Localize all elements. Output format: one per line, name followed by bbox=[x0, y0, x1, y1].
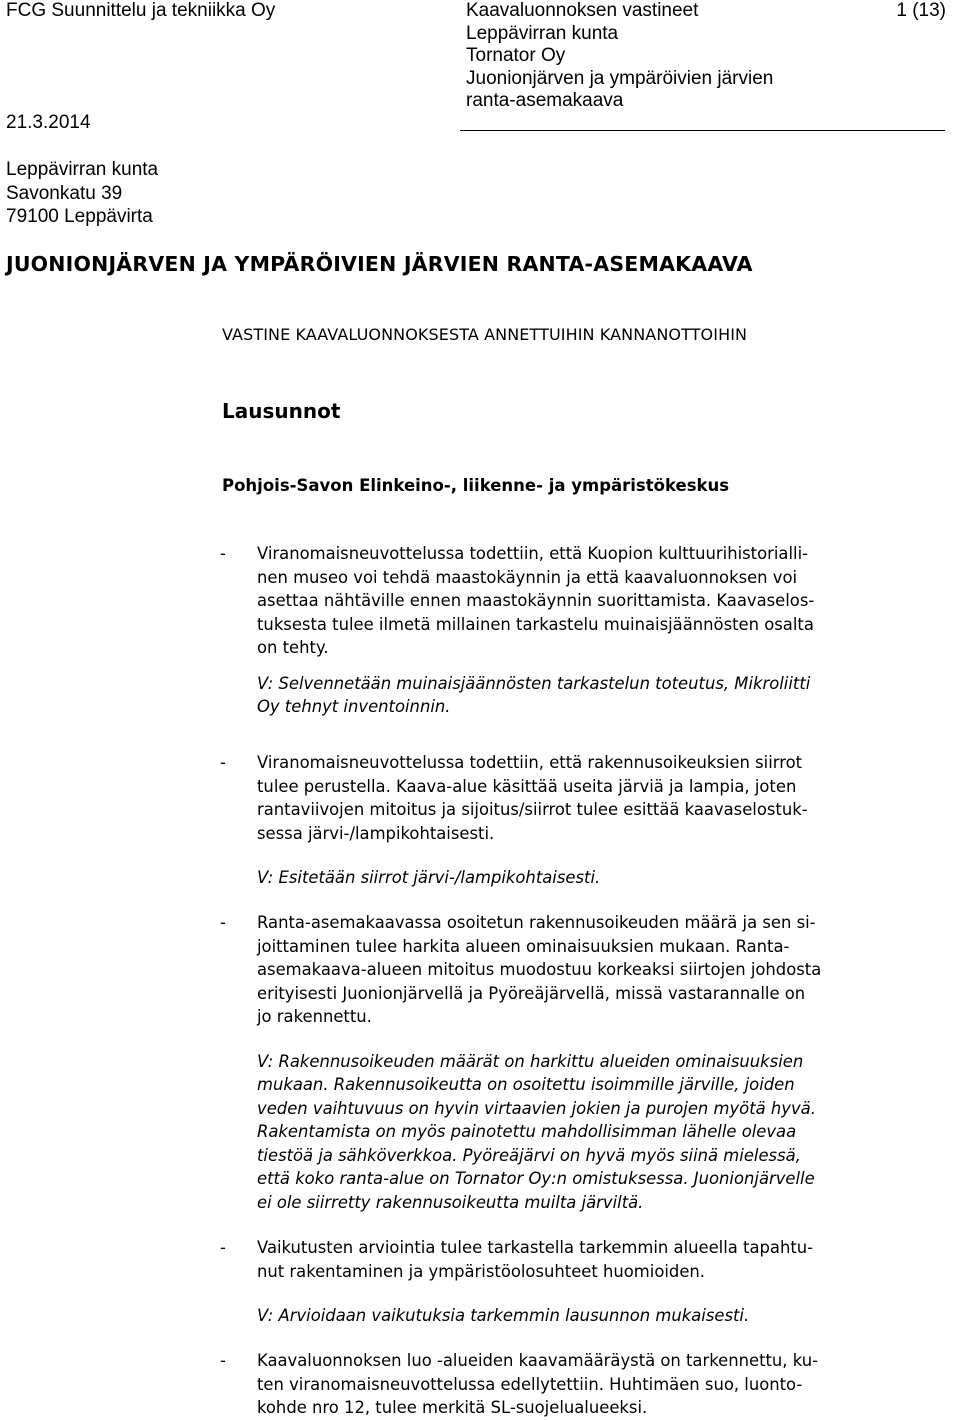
address-line: Savonkatu 39 bbox=[6, 182, 123, 204]
reply-text: V: Arvioidaan vaikutuksia tarkemmin lausunnon mukaisesti. bbox=[257, 1306, 750, 1325]
company-name: FCG Suunnittelu ja tekniikka Oy bbox=[6, 0, 276, 21]
comment-text: Viranomaisneuvottelussa todettiin, että rakennusoikeuksien siirrot tulee perustella. Kaava-alue käsittää useita järviä ja lampia, joten rantaviivojen mitoitus ja sijoitus/siirrot tulee esittää kaavaselostuk- sessa järvi-/lampikohtaisesti. bbox=[257, 753, 808, 843]
header-line: Leppävirran kunta bbox=[466, 22, 619, 44]
reply-text: V: Selvennetään muinaisjäännösten tarkastelun toteutus, Mikroliitti Oy tehnyt inventoinnin. bbox=[257, 673, 811, 716]
comment-text: Vaikutusten arviointia tulee tarkastella tarkemmin alueella tapahtu- nut rakentaminen ja ympäristöolosuhteet huomioiden. bbox=[257, 1238, 814, 1281]
subsection-heading: Pohjois-Savon Elinkeino-, liikenne- ja ympäristökeskus bbox=[222, 476, 730, 495]
section-heading: Lausunnot bbox=[222, 399, 341, 423]
recipient-address bbox=[6, 158, 158, 229]
header-line: ranta-asemakaava bbox=[466, 90, 624, 111]
reply-text: V: Esitetään siirrot järvi-/lampikohtaisesti. bbox=[257, 868, 601, 887]
comment-text: Viranomaisneuvottelussa todettiin, että Kuopion kulttuurihistorialli- nen museo voi tehdä maastokäynnin ja että kaavaluonnoksen voi asettaa nähtäville ennen maastokäynnin suorittamista. Kaavaselos- tuksesta tulee ilmetä millainen tarkastelu muinaisjäännösten osalta on tehty. bbox=[257, 544, 815, 657]
header-divider bbox=[460, 130, 945, 131]
header-line: Tornator Oy bbox=[466, 45, 566, 66]
header-line: Kaavaluonnoksen vastineet bbox=[466, 0, 699, 21]
reply-text: V: Rakennusoikeuden määrät on harkittu alueiden ominaisuuksien mukaan. Rakennusoikeutta on osoitettu isoimmille järville, joiden veden vaihtuvuus on hyvin virtaavien jokien ja purojen myötä hyvä. Rakentamista on myös painotettu mahdollisimman lähelle olevaa tiestöä ja sähköverkkoa. Pyöreäjärvi on hyvä myös siinä mielessä, että koko ranta-alue on Tornator Oy:n omistuksessa. Juonionjärvelle ei ole siirretty rakennusoikeutta muilta järviltä. bbox=[257, 1051, 816, 1212]
list-dash: - bbox=[220, 1351, 226, 1370]
comment-text: Kaavaluonnoksen luo -alueiden kaavamääräystä on tarkennettu, ku- ten viranomaisneuvottelussa edellytettiin. Huhtimäen suo, luonto- kohde nro 12, tulee merkitä SL-suojelualueeksi. bbox=[257, 1351, 819, 1417]
address-line: Leppävirran kunta bbox=[6, 159, 159, 180]
document-title: JUONIONJÄRVEN JA YMPÄRÖIVIEN JÄRVIEN RANTA-ASEMAKAAVA bbox=[6, 252, 753, 276]
document-subtitle: VASTINE KAAVALUONNOKSESTA ANNETTUIHIN KANNANOTTOIHIN bbox=[222, 325, 748, 344]
header-line: Juonionjärven ja ympäröivien järvien bbox=[466, 67, 774, 89]
header-document-info bbox=[466, 0, 773, 113]
comment-item bbox=[0, 751, 960, 890]
document-date: 21.3.2014 bbox=[6, 112, 91, 133]
comment-text: Ranta-asemakaavassa osoitetun rakennusoikeuden määrä ja sen si- joittaminen tulee harkita alueen ominaisuuksien mukaan. Ranta- asemakaava-alueen mitoitus muodostuu korkeaksi siirtojen johdosta erityisesti Juonionjärvellä ja Pyöreäjärvellä, missä vastarannalle on jo rakennettu. bbox=[257, 913, 822, 1026]
comment-item bbox=[0, 911, 960, 1214]
list-dash: - bbox=[220, 753, 226, 772]
comment-item bbox=[0, 1236, 960, 1328]
list-dash: - bbox=[220, 544, 226, 563]
comment-item bbox=[0, 1349, 960, 1420]
list-dash: - bbox=[220, 913, 226, 932]
list-dash: - bbox=[220, 1238, 226, 1257]
comment-item bbox=[0, 542, 960, 719]
page-number: 1 (13) bbox=[896, 0, 946, 21]
address-line: 79100 Leppävirta bbox=[6, 206, 153, 227]
